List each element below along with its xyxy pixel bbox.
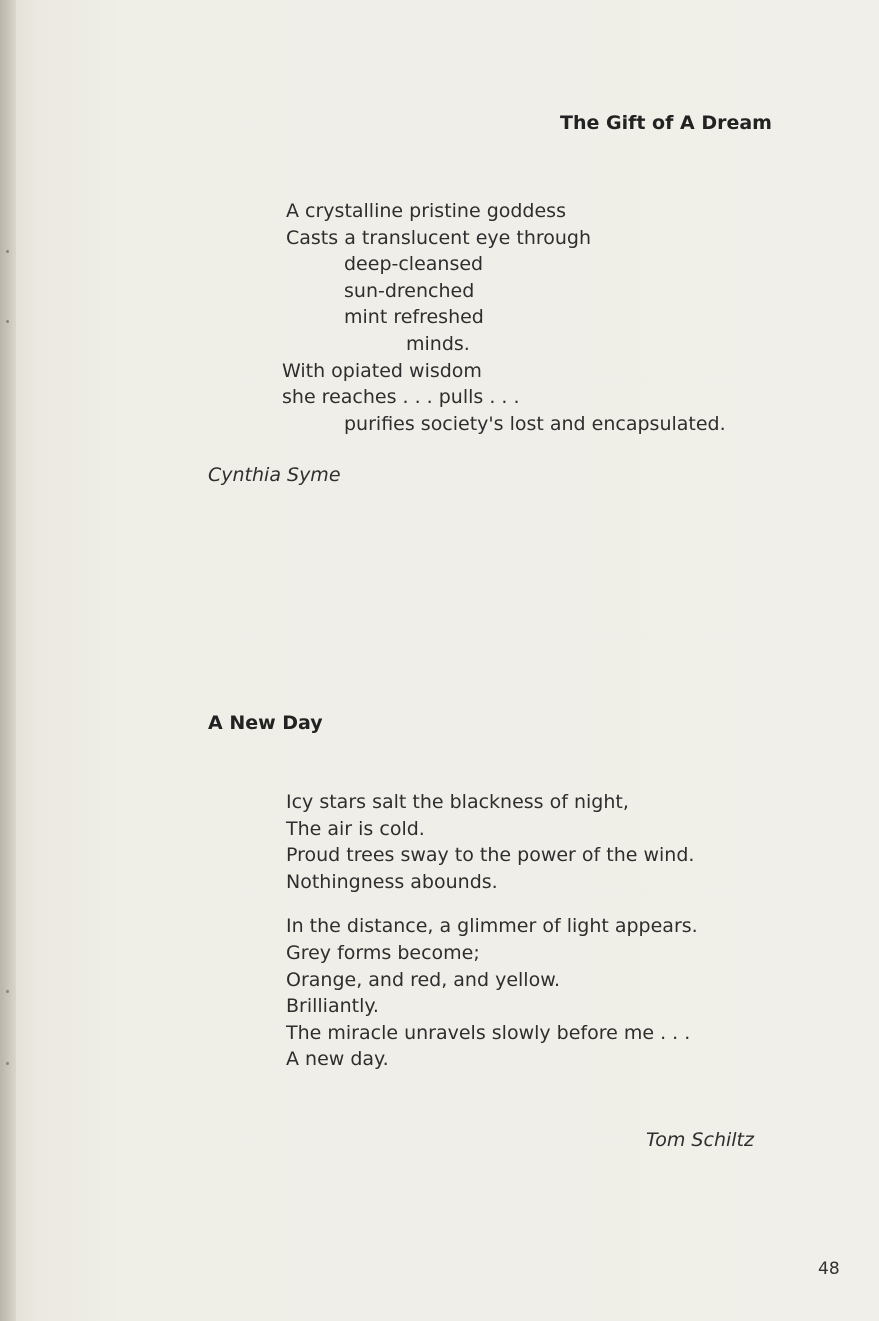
poem-line: sun-drenched: [344, 279, 475, 302]
poem-line: Brilliantly.: [286, 995, 379, 1018]
poem-author: Tom Schiltz: [646, 1129, 754, 1151]
margin-mark: [6, 990, 9, 993]
poem-line: Nothingness abounds.: [286, 870, 498, 893]
margin-mark: [6, 1062, 9, 1065]
stanza-break: [286, 895, 698, 913]
poem-line: In the distance, a glimmer of light appears.: [286, 915, 698, 938]
poem-body: [286, 789, 698, 1073]
poem-line: The miracle unravels slowly before me . . .: [286, 1021, 691, 1044]
poem-line: purifies society's lost and encapsulated.: [344, 412, 726, 435]
binding-edge: [0, 0, 16, 1321]
poem-title: A New Day: [208, 712, 323, 734]
poem-body: [282, 198, 726, 437]
poem-line: mint refreshed: [344, 306, 484, 329]
margin-mark: [6, 320, 9, 323]
poem-line: Orange, and red, and yellow.: [286, 968, 561, 991]
page-number: 48: [818, 1259, 840, 1279]
poem-line: Grey forms become;: [286, 941, 480, 964]
poem-line: deep-cleansed: [344, 253, 484, 276]
poem-line: The air is cold.: [286, 817, 425, 840]
margin-mark: [6, 250, 9, 253]
poem-line: Proud trees sway to the power of the wind.: [286, 844, 695, 867]
poem-title: The Gift of A Dream: [560, 112, 772, 134]
poem-line: minds.: [406, 332, 470, 355]
poem-author: Cynthia Syme: [208, 464, 341, 486]
poem-line: With opiated wisdom: [282, 359, 482, 382]
poem-line: Icy stars salt the blackness of night,: [286, 791, 629, 813]
poem-line: A crystalline pristine goddess: [286, 200, 566, 222]
poem-line: A new day.: [286, 1048, 389, 1071]
poem-line: she reaches . . . pulls . . .: [282, 386, 520, 409]
poem-line: Casts a translucent eye through: [286, 226, 592, 249]
